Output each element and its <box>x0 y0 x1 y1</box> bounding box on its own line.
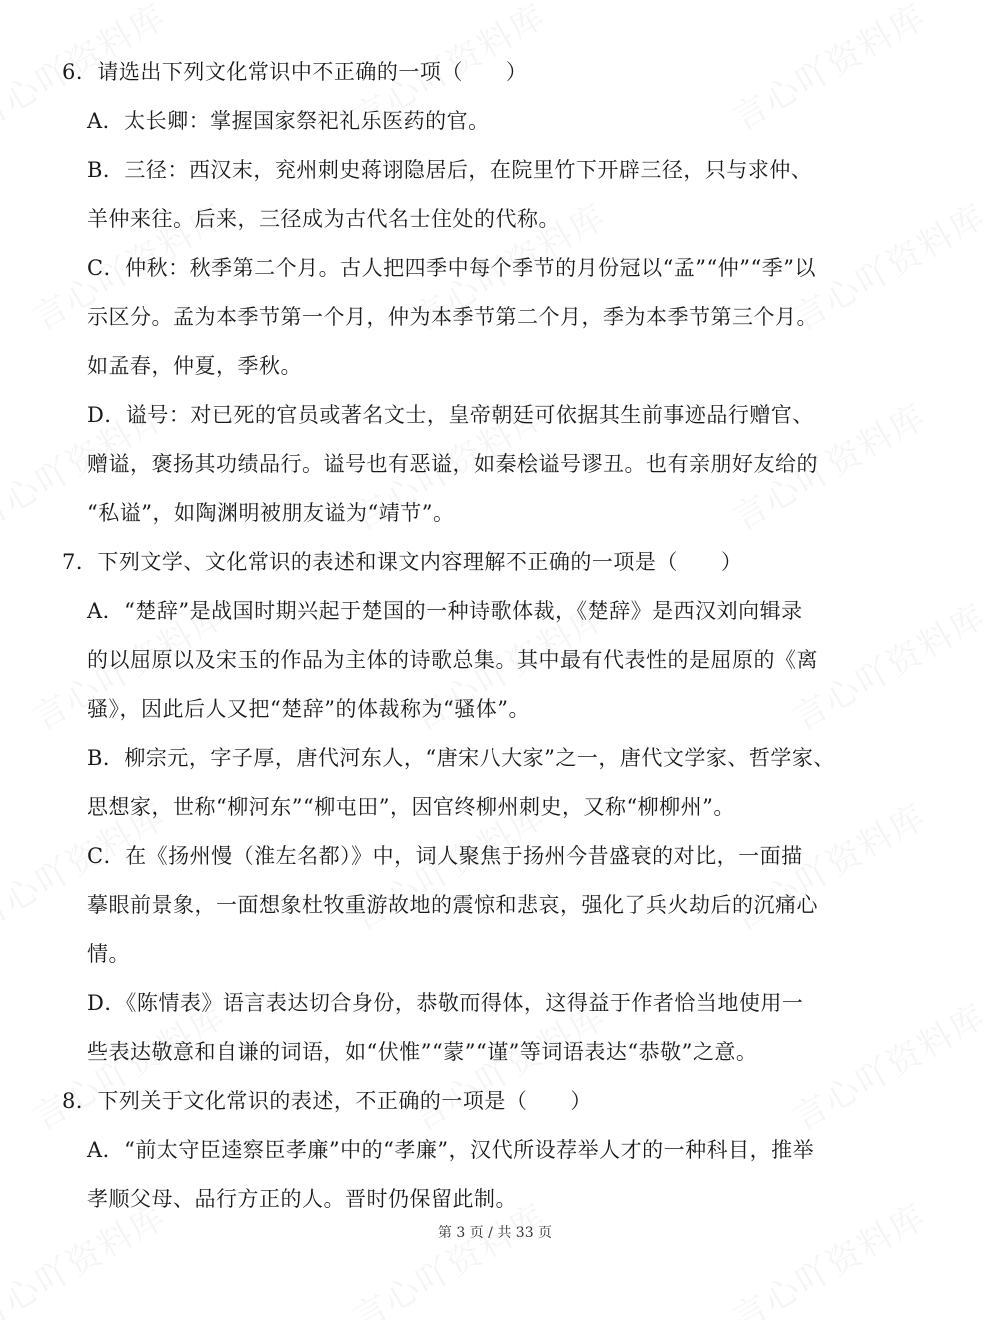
question-stem: 7．下列文学、文化常识的表述和课文内容理解不正确的一项是（ ） <box>62 550 743 574</box>
option-line: B．柳宗元，字子厚，唐代河东人，“唐宋八大家”之一，唐代文学家、哲学家、 <box>87 746 835 770</box>
option-continuation-line: 摹眼前景象，一面想象杜牧重游故地的震惊和悲哀，强化了兵火劫后的沉痛心 <box>87 893 818 917</box>
question-block <box>0 548 990 1087</box>
question-option <box>0 989 990 1087</box>
option-continuation-line: 思想家，世称“柳河东”“柳屯田”，因官终柳州刺史，又称“柳柳州”。 <box>87 795 735 819</box>
option-continuation-line: 羊仲来往。后来，三径成为古代名士住处的代称。 <box>87 207 560 231</box>
option-line: B．三径：西汉末，兖州刺史蒋诩隐居后，在院里竹下开辟三径，只与求仲、 <box>87 158 813 182</box>
option-continuation-line: “私谥”，如陶渊明被朋友谥为“靖节”。 <box>87 501 455 525</box>
option-line: D．《陈情表》语言表达切合身份，恭敬而得体，这得益于作者恰当地使用一 <box>87 991 804 1015</box>
page-footer: 第 3 页 / 共 33 页 <box>437 1225 553 1241</box>
option-line: A．太长卿：掌握国家祭祀礼乐医药的官。 <box>87 109 490 133</box>
option-line: A．“前太守臣逵察臣孝廉”中的“孝廉”，汉代所设荐举人才的一种科目，推举 <box>87 1138 815 1162</box>
option-line: A．“楚辞”是战国时期兴起于楚国的一种诗歌体裁，《楚辞》是西汉刘向辑录 <box>87 599 803 623</box>
question-option <box>0 107 990 156</box>
option-continuation-line: 示区分。孟为本季节第一个月，仲为本季节第二个月，季为本季节第三个月。 <box>87 305 818 329</box>
option-continuation-line: 的以屈原以及宋玉的作品为主体的诗歌总集。其中最有代表性的是屈原的《离 <box>87 648 818 672</box>
question-option <box>0 1136 990 1234</box>
option-continuation-line: 孝顺父母、品行方正的人。晋时仍保留此制。 <box>87 1187 517 1211</box>
question-stem: 8．下列关于文化常识的表述，不正确的一项是（ ） <box>62 1089 592 1113</box>
question-option <box>0 254 990 401</box>
question-option <box>0 156 990 254</box>
question-block <box>0 58 990 548</box>
option-continuation-line: 情。 <box>87 942 130 966</box>
question-list <box>0 58 990 1234</box>
option-line: C．仲秋：秋季第二个月。古人把四季中每个季节的月份冠以“孟”“仲”“季”以 <box>87 256 816 280</box>
question-option <box>0 842 990 989</box>
question-option <box>0 597 990 744</box>
option-continuation-line: 如孟春，仲夏，季秋。 <box>87 354 302 378</box>
question-option <box>0 744 990 842</box>
option-continuation-line: 骚》，因此后人又把“楚辞”的体裁称为“骚体”。 <box>87 697 530 721</box>
option-line: C．在《扬州慢（淮左名都）》中，词人聚焦于扬州今昔盛衰的对比，一面描 <box>87 844 803 868</box>
question-stem: 6．请选出下列文化常识中不正确的一项（ ） <box>62 60 528 84</box>
option-line: D．谥号：对已死的官员或著名文士，皇帝朝廷可依据其生前事迹品行赠官、 <box>87 403 814 427</box>
option-continuation-line: 些表达敬意和自谦的词语，如“伏惟”“蒙”“谨”等词语表达“恭敬”之意。 <box>87 1040 758 1064</box>
question-option <box>0 401 990 548</box>
option-continuation-line: 赠谥，褒扬其功绩品行。谥号也有恶谥，如秦桧谥号谬丑。也有亲朋好友给的 <box>87 452 818 476</box>
question-block <box>0 1087 990 1234</box>
